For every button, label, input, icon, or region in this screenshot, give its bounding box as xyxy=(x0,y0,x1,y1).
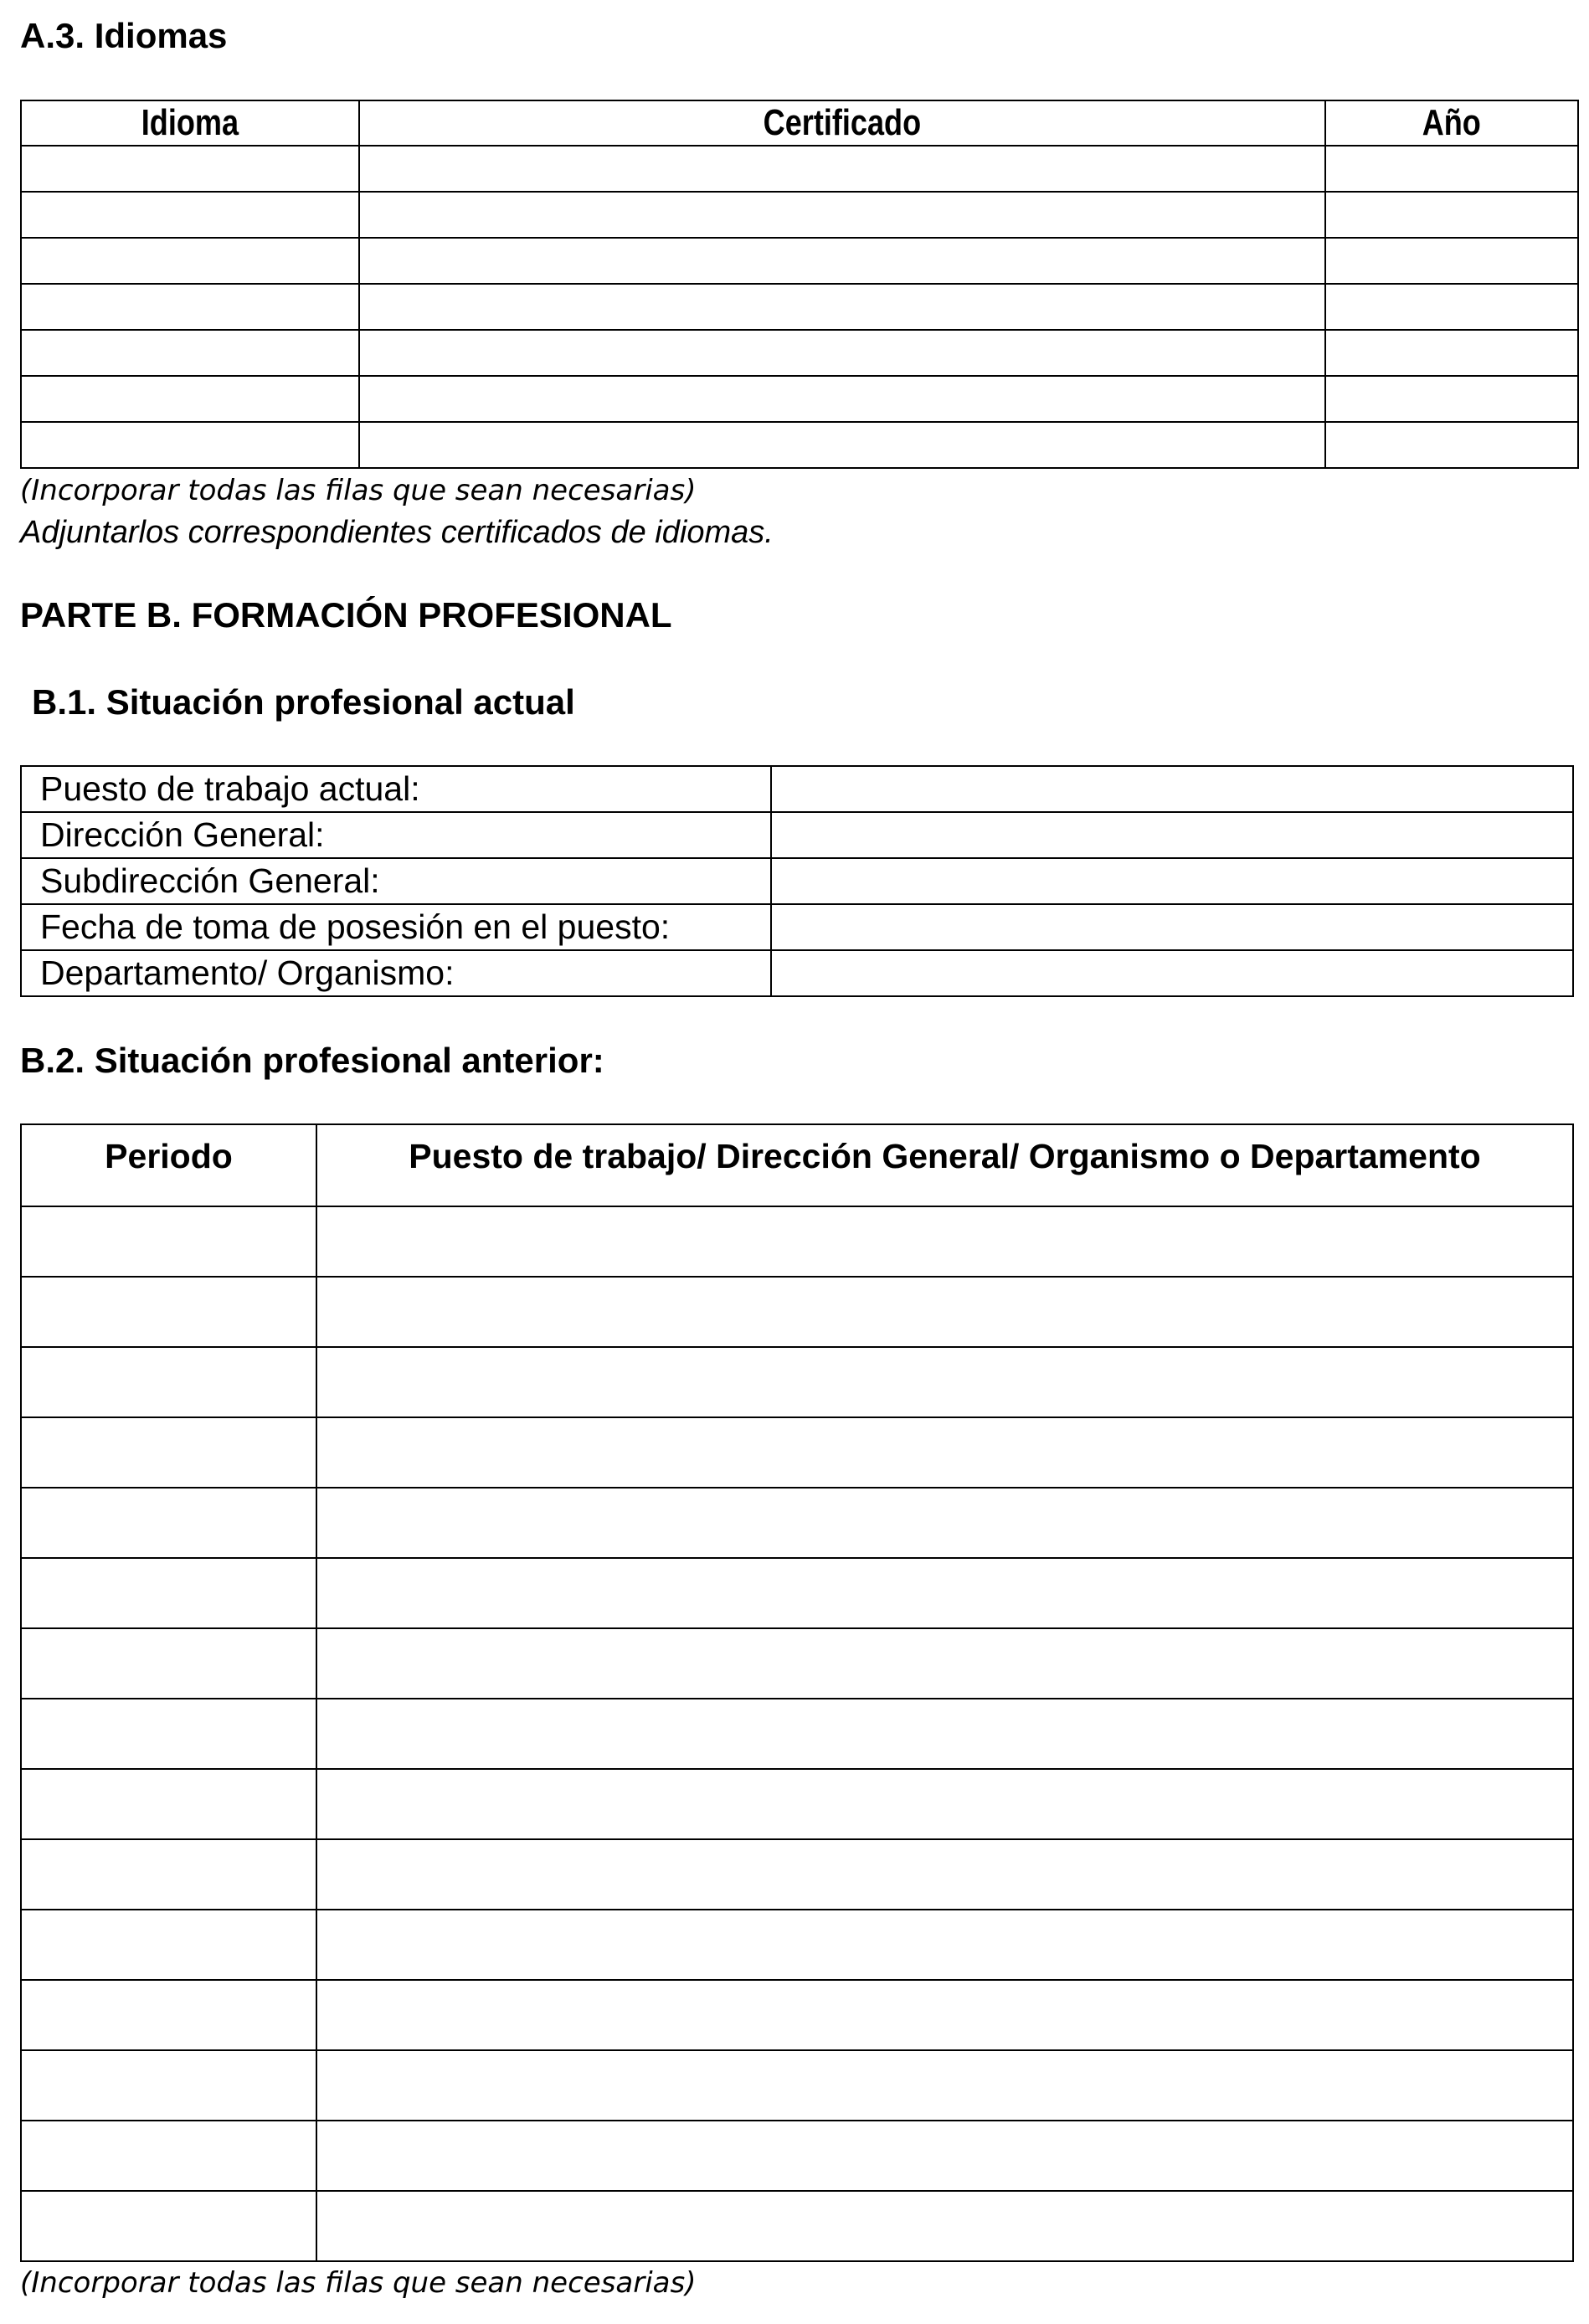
certificado-cell[interactable] xyxy=(359,146,1325,192)
puesto-cell[interactable] xyxy=(316,1980,1573,2050)
certificado-cell[interactable] xyxy=(359,376,1325,422)
field-label: Departamento/ Organismo: xyxy=(21,950,771,996)
table-row xyxy=(21,1488,1573,1558)
idioma-cell[interactable] xyxy=(21,376,359,422)
column-header-periodo: Periodo xyxy=(21,1124,316,1206)
table-row xyxy=(21,1277,1573,1347)
ano-cell[interactable] xyxy=(1325,330,1578,376)
puesto-cell[interactable] xyxy=(316,1277,1573,1347)
periodo-cell[interactable] xyxy=(21,2191,316,2261)
puesto-cell[interactable] xyxy=(316,1488,1573,1558)
field-value[interactable] xyxy=(771,766,1573,812)
table-row xyxy=(21,858,1573,904)
table-row xyxy=(21,950,1573,996)
puesto-cell[interactable] xyxy=(316,2121,1573,2191)
puesto-cell[interactable] xyxy=(316,1347,1573,1417)
table-row xyxy=(21,766,1573,812)
table-row xyxy=(21,2050,1573,2121)
field-label: Subdirección General: xyxy=(21,858,771,904)
idioma-cell[interactable] xyxy=(21,192,359,238)
periodo-cell[interactable] xyxy=(21,1488,316,1558)
puesto-cell[interactable] xyxy=(316,1699,1573,1769)
table-row xyxy=(21,2121,1573,2191)
ano-cell[interactable] xyxy=(1325,284,1578,330)
table-row xyxy=(21,330,1578,376)
puesto-cell[interactable] xyxy=(316,1628,1573,1699)
table-row xyxy=(21,146,1578,192)
field-value[interactable] xyxy=(771,812,1573,858)
puesto-cell[interactable] xyxy=(316,2191,1573,2261)
certificado-cell[interactable] xyxy=(359,284,1325,330)
periodo-cell[interactable] xyxy=(21,2121,316,2191)
table-row xyxy=(21,904,1573,950)
rows-note: (Incorporar todas las filas que sean necesarias) xyxy=(20,474,697,507)
column-header-certificado: Certificado xyxy=(359,100,1325,146)
periodo-cell[interactable] xyxy=(21,1980,316,2050)
certificado-cell[interactable] xyxy=(359,192,1325,238)
puesto-cell[interactable] xyxy=(316,1769,1573,1839)
periodo-cell[interactable] xyxy=(21,1910,316,1980)
table-row xyxy=(21,1699,1573,1769)
periodo-cell[interactable] xyxy=(21,2050,316,2121)
table-row xyxy=(21,2191,1573,2261)
certificado-cell[interactable] xyxy=(359,422,1325,468)
periodo-cell[interactable] xyxy=(21,1769,316,1839)
attach-note: Adjuntarlos correspondientes certificados de idiomas. xyxy=(20,515,774,550)
part-b-title: PARTE B. FORMACIÓN PROFESIONAL xyxy=(20,595,672,635)
periodo-cell[interactable] xyxy=(21,1558,316,1628)
previous-positions-table xyxy=(20,1123,1574,2262)
table-row xyxy=(21,284,1578,330)
ano-cell[interactable] xyxy=(1325,192,1578,238)
idioma-cell[interactable] xyxy=(21,146,359,192)
periodo-cell[interactable] xyxy=(21,1417,316,1488)
periodo-cell[interactable] xyxy=(21,1699,316,1769)
section-b1-title: B.1. Situación profesional actual xyxy=(32,682,575,722)
table-row xyxy=(21,1980,1573,2050)
rows-note: (Incorporar todas las filas que sean necesarias) xyxy=(20,2266,697,2300)
idioma-cell[interactable] xyxy=(21,330,359,376)
puesto-cell[interactable] xyxy=(316,1206,1573,1277)
puesto-cell[interactable] xyxy=(316,1839,1573,1910)
idioma-cell[interactable] xyxy=(21,422,359,468)
table-header-row xyxy=(21,100,1578,146)
puesto-cell[interactable] xyxy=(316,1910,1573,1980)
table-row xyxy=(21,1417,1573,1488)
field-label: Dirección General: xyxy=(21,812,771,858)
field-value[interactable] xyxy=(771,950,1573,996)
idioma-cell[interactable] xyxy=(21,284,359,330)
ano-cell[interactable] xyxy=(1325,376,1578,422)
table-row xyxy=(21,422,1578,468)
table-row xyxy=(21,1910,1573,1980)
table-row xyxy=(21,238,1578,284)
puesto-cell[interactable] xyxy=(316,1558,1573,1628)
section-a3-title: A.3. Idiomas xyxy=(20,16,228,55)
table-row xyxy=(21,1347,1573,1417)
field-label: Fecha de toma de posesión en el puesto: xyxy=(21,904,771,950)
table-row xyxy=(21,1558,1573,1628)
column-header-ano: Año xyxy=(1325,100,1578,146)
periodo-cell[interactable] xyxy=(21,1839,316,1910)
periodo-cell[interactable] xyxy=(21,1347,316,1417)
languages-table xyxy=(20,100,1579,469)
periodo-cell[interactable] xyxy=(21,1277,316,1347)
field-value[interactable] xyxy=(771,858,1573,904)
periodo-cell[interactable] xyxy=(21,1628,316,1699)
section-b2-title: B.2. Situación profesional anterior: xyxy=(20,1041,604,1080)
table-row xyxy=(21,1839,1573,1910)
certificado-cell[interactable] xyxy=(359,238,1325,284)
certificado-cell[interactable] xyxy=(359,330,1325,376)
field-value[interactable] xyxy=(771,904,1573,950)
idioma-cell[interactable] xyxy=(21,238,359,284)
table-row xyxy=(21,1628,1573,1699)
table-row xyxy=(21,1769,1573,1839)
column-header-puesto: Puesto de trabajo/ Dirección General/ Organismo o Departamento xyxy=(316,1124,1573,1206)
ano-cell[interactable] xyxy=(1325,422,1578,468)
current-position-table xyxy=(20,765,1574,997)
field-label: Puesto de trabajo actual: xyxy=(21,766,771,812)
ano-cell[interactable] xyxy=(1325,146,1578,192)
table-header-row xyxy=(21,1124,1573,1206)
table-row xyxy=(21,812,1573,858)
table-row xyxy=(21,1206,1573,1277)
column-header-idioma: Idioma xyxy=(21,100,359,146)
table-row xyxy=(21,192,1578,238)
table-row xyxy=(21,376,1578,422)
puesto-cell[interactable] xyxy=(316,1417,1573,1488)
puesto-cell[interactable] xyxy=(316,2050,1573,2121)
periodo-cell[interactable] xyxy=(21,1206,316,1277)
ano-cell[interactable] xyxy=(1325,238,1578,284)
